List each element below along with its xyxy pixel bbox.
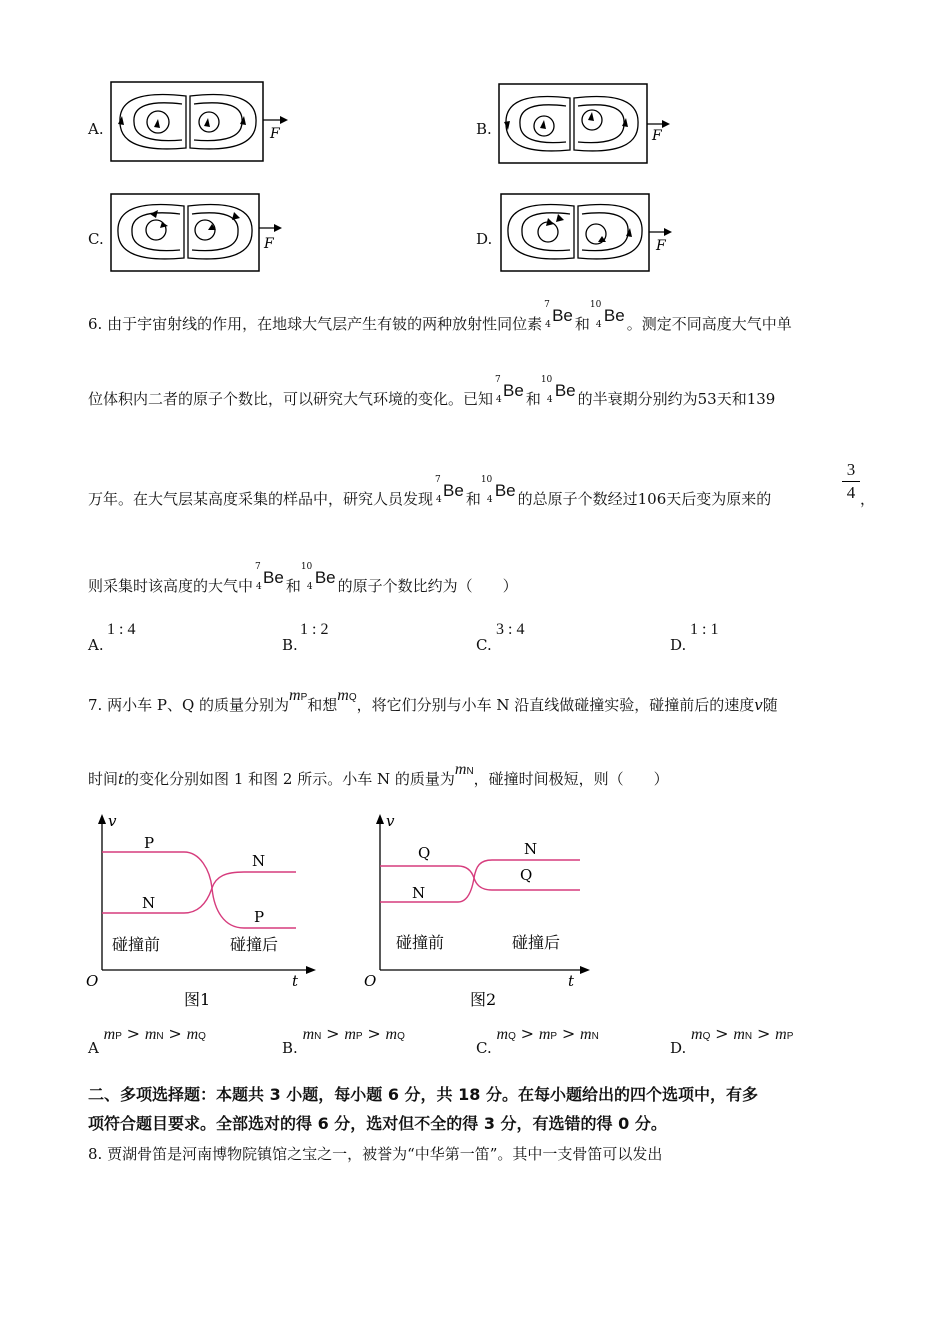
isotope-be7 bbox=[255, 562, 284, 596]
isotope-be10 bbox=[540, 375, 576, 409]
isotope-be7 bbox=[435, 475, 464, 509]
q7-option-b[interactable] bbox=[282, 1024, 405, 1057]
fig1-n-after: N bbox=[252, 852, 266, 870]
mass-subscript: Q bbox=[702, 1031, 711, 1042]
greater-than: > bbox=[715, 1024, 729, 1043]
isotope-be7 bbox=[495, 375, 524, 409]
q7-text: 和想 bbox=[307, 696, 338, 714]
mass-subscript: Q bbox=[508, 1031, 516, 1042]
q7-figure-2 bbox=[362, 810, 602, 1015]
q7-figure-1 bbox=[84, 810, 324, 1015]
fig1-v-axis-label: v bbox=[108, 812, 117, 830]
q7-option-a[interactable] bbox=[88, 1024, 206, 1057]
greater-than: > bbox=[326, 1024, 340, 1043]
mass-subscript: N bbox=[744, 1031, 753, 1042]
fraction-three-quarters bbox=[842, 460, 860, 503]
isotope-be10 bbox=[480, 475, 516, 509]
q5-diagram-a bbox=[108, 80, 298, 164]
iso-z: 4 bbox=[436, 495, 442, 505]
q6-line-1 bbox=[88, 300, 792, 334]
greater-than: > bbox=[520, 1024, 535, 1043]
q6-option-c-value: 3 : 4 bbox=[496, 621, 525, 638]
q5-option-b-label[interactable]: B. bbox=[476, 120, 492, 138]
fig1-origin-label: O bbox=[86, 972, 99, 990]
section-2-heading-line-1: 二、多项选择题：本题共 3 小题，每小题 6 分，共 18 分。在每小题给出的四个选项中，有多 bbox=[88, 1085, 758, 1104]
q7-text: 的变化分别如图 1 和图 2 所示。小车 N 的质量为 bbox=[124, 770, 455, 788]
iso-z: 4 bbox=[545, 320, 551, 330]
iso-symbol: Be bbox=[494, 481, 516, 500]
q6-line-2 bbox=[88, 375, 776, 409]
mass-subscript: P bbox=[355, 1031, 363, 1042]
mass-symbol: m bbox=[103, 1026, 116, 1043]
q6-option-a-value: 1 : 4 bbox=[107, 621, 136, 638]
q6-option-b-value: 1 : 2 bbox=[300, 621, 329, 638]
q6-text: 的原子个数比约为（ ） bbox=[337, 577, 518, 595]
mass-symbol: m bbox=[733, 1026, 745, 1043]
mass-symbol: m bbox=[344, 1026, 356, 1043]
q6-option-d[interactable]: D. bbox=[670, 636, 687, 654]
iso-z: 4 bbox=[256, 582, 262, 592]
iso-symbol: Be bbox=[503, 381, 524, 400]
section-2-heading-line-2: 项符合题目要求。全部选对的得 6 分，选对但不全的得 3 分，有选错的得 0 分。 bbox=[88, 1114, 667, 1133]
velocity-symbol: v bbox=[754, 696, 763, 714]
q7-option-d[interactable] bbox=[670, 1024, 794, 1057]
greater-than: > bbox=[756, 1024, 771, 1043]
q7-text: ，碰撞时间极短，则（ ） bbox=[473, 770, 669, 788]
q7-text: 7. 两小车 P、Q 的质量分别为 bbox=[88, 696, 290, 714]
iso-mass: 7 bbox=[495, 375, 501, 385]
q6-text: 的半衰期分别约为53天和139 bbox=[577, 390, 776, 408]
q5-option-a-label[interactable]: A. bbox=[88, 120, 104, 138]
fig1-p-after: P bbox=[254, 908, 265, 926]
mass-subscript: N bbox=[466, 766, 474, 777]
mass-symbol: m bbox=[496, 1026, 509, 1043]
fig2-t-axis-label: t bbox=[568, 972, 575, 990]
q6-text: 和 bbox=[465, 490, 481, 508]
q5-option-d-label[interactable]: D. bbox=[476, 230, 493, 248]
fig2-v-axis-label: v bbox=[386, 812, 395, 830]
isotope-be7 bbox=[544, 300, 573, 334]
time-symbol: t bbox=[118, 770, 125, 788]
q6-line-3 bbox=[88, 475, 772, 509]
mass-subscript: Q bbox=[397, 1031, 405, 1042]
q5-force-label-d: F bbox=[656, 238, 666, 254]
q7-option-c[interactable] bbox=[476, 1024, 599, 1057]
q6-option-a[interactable]: A. bbox=[88, 636, 104, 654]
q6-text: 。测定不同高度大气中单 bbox=[626, 315, 792, 333]
fig2-q-before: Q bbox=[418, 844, 431, 862]
mass-subscript: N bbox=[314, 1031, 322, 1042]
q7-text: 随 bbox=[762, 696, 778, 714]
mass-subscript: P bbox=[786, 1031, 794, 1042]
iso-z: 4 bbox=[546, 395, 553, 405]
q6-text: 和 bbox=[525, 390, 541, 408]
iso-z: 4 bbox=[306, 582, 313, 592]
iso-symbol: Be bbox=[603, 306, 625, 325]
fraction-numerator: 3 bbox=[846, 460, 856, 479]
mass-subscript: P bbox=[550, 1031, 558, 1042]
isotope-be10 bbox=[589, 300, 625, 334]
q5-force-label-a: F bbox=[270, 126, 280, 142]
fig1-before-label: 碰撞前 bbox=[112, 935, 161, 954]
mass-symbol: m bbox=[289, 687, 301, 704]
q7-line-1 bbox=[88, 687, 778, 715]
iso-mass: 10 bbox=[480, 475, 493, 485]
iso-mass: 7 bbox=[544, 300, 550, 310]
q6-text: 万年。在大气层某高度采集的样品中，研究人员发现 bbox=[88, 490, 434, 508]
mass-subscript: N bbox=[591, 1031, 599, 1042]
mass-subscript: N bbox=[156, 1031, 164, 1042]
q6-text: 和 bbox=[574, 315, 590, 333]
mass-symbol: m bbox=[144, 1026, 157, 1043]
mass-symbol: m bbox=[385, 1026, 398, 1043]
fig2-after-label: 碰撞后 bbox=[512, 933, 561, 952]
iso-symbol: Be bbox=[554, 381, 576, 400]
fig2-before-label: 碰撞前 bbox=[396, 933, 445, 952]
fig2-n-before: N bbox=[412, 884, 426, 902]
q6-text: 位体积内二者的原子个数比，可以研究大气环境的变化。已知 bbox=[88, 390, 494, 408]
fig1-caption: 图1 bbox=[184, 990, 211, 1009]
iso-z: 4 bbox=[496, 395, 502, 405]
mass-symbol: m bbox=[691, 1026, 703, 1043]
iso-symbol: Be bbox=[443, 481, 464, 500]
q8-stem: 8. 贾湖骨笛是河南博物院镇馆之宝之一，被誉为“中华第一笛”。其中一支骨笛可以发出 bbox=[88, 1145, 663, 1163]
iso-mass: 7 bbox=[255, 562, 261, 572]
iso-symbol: Be bbox=[552, 306, 573, 325]
q7-option-label: D. bbox=[670, 1039, 687, 1057]
mass-symbol: m bbox=[538, 1026, 551, 1043]
q7-option-label: C. bbox=[476, 1039, 492, 1057]
fig1-n-before: N bbox=[142, 894, 156, 912]
fig2-caption: 图2 bbox=[470, 990, 497, 1009]
q5-option-c-label[interactable]: C. bbox=[88, 230, 104, 248]
mass-subscript: Q bbox=[348, 692, 357, 703]
q7-text: 时间 bbox=[88, 770, 119, 788]
q5-force-label-c: F bbox=[264, 236, 274, 252]
q6-text: 的总原子个数经过106天后变为原来的 bbox=[517, 490, 772, 508]
iso-z: 4 bbox=[595, 320, 602, 330]
greater-than: > bbox=[168, 1024, 182, 1043]
iso-mass: 10 bbox=[589, 300, 602, 310]
q6-text: 和 bbox=[285, 577, 301, 595]
iso-symbol: Be bbox=[314, 568, 336, 587]
iso-mass: 10 bbox=[300, 562, 313, 572]
greater-than: > bbox=[126, 1024, 141, 1043]
q5-force-label-b: F bbox=[652, 128, 662, 144]
mass-symbol: m bbox=[580, 1026, 592, 1043]
mass-subscript: Q bbox=[198, 1031, 206, 1042]
q6-option-b[interactable]: B. bbox=[282, 636, 298, 654]
fig1-after-label: 碰撞后 bbox=[230, 935, 279, 954]
q6-option-d-value: 1 : 1 bbox=[690, 621, 719, 638]
iso-mass: 7 bbox=[435, 475, 441, 485]
q5-diagram-b bbox=[496, 82, 686, 166]
fig2-origin-label: O bbox=[364, 972, 377, 990]
iso-mass: 10 bbox=[540, 375, 553, 385]
mass-symbol: m bbox=[337, 687, 349, 704]
mass-symbol: m bbox=[186, 1026, 199, 1043]
fig2-q-after: Q bbox=[520, 866, 533, 884]
iso-z: 4 bbox=[486, 495, 493, 505]
fig1-t-axis-label: t bbox=[292, 972, 299, 990]
q7-option-label: A bbox=[88, 1039, 99, 1057]
fig1-p-before: P bbox=[144, 834, 155, 852]
fig2-n-after: N bbox=[524, 840, 538, 858]
mass-symbol: m bbox=[302, 1026, 315, 1043]
mass-symbol: m bbox=[454, 761, 467, 778]
q7-line-2 bbox=[88, 761, 669, 789]
greater-than: > bbox=[367, 1024, 381, 1043]
mass-symbol: m bbox=[775, 1026, 787, 1043]
mass-subscript: P bbox=[300, 692, 308, 703]
q6-line-4 bbox=[88, 562, 518, 596]
iso-symbol: Be bbox=[263, 568, 284, 587]
greater-than: > bbox=[561, 1024, 576, 1043]
q5-diagram-c bbox=[108, 192, 298, 276]
q7-text: ，将它们分别与小车 N 沿直线做碰撞实验，碰撞前后的速度 bbox=[356, 696, 755, 714]
q6-text: 则采集时该高度的大气中 bbox=[88, 577, 254, 595]
q7-option-label: B. bbox=[282, 1039, 298, 1057]
mass-subscript: P bbox=[115, 1031, 122, 1042]
isotope-be10 bbox=[300, 562, 336, 596]
q6-text: 6. 由于宇宙射线的作用，在地球大气层产生有铍的两种放射性同位素 bbox=[88, 315, 543, 333]
q6-option-c[interactable]: C. bbox=[476, 636, 492, 654]
q5-diagram-d bbox=[498, 192, 688, 276]
q6-text: ， bbox=[860, 490, 876, 508]
fraction-denominator: 4 bbox=[846, 483, 856, 502]
